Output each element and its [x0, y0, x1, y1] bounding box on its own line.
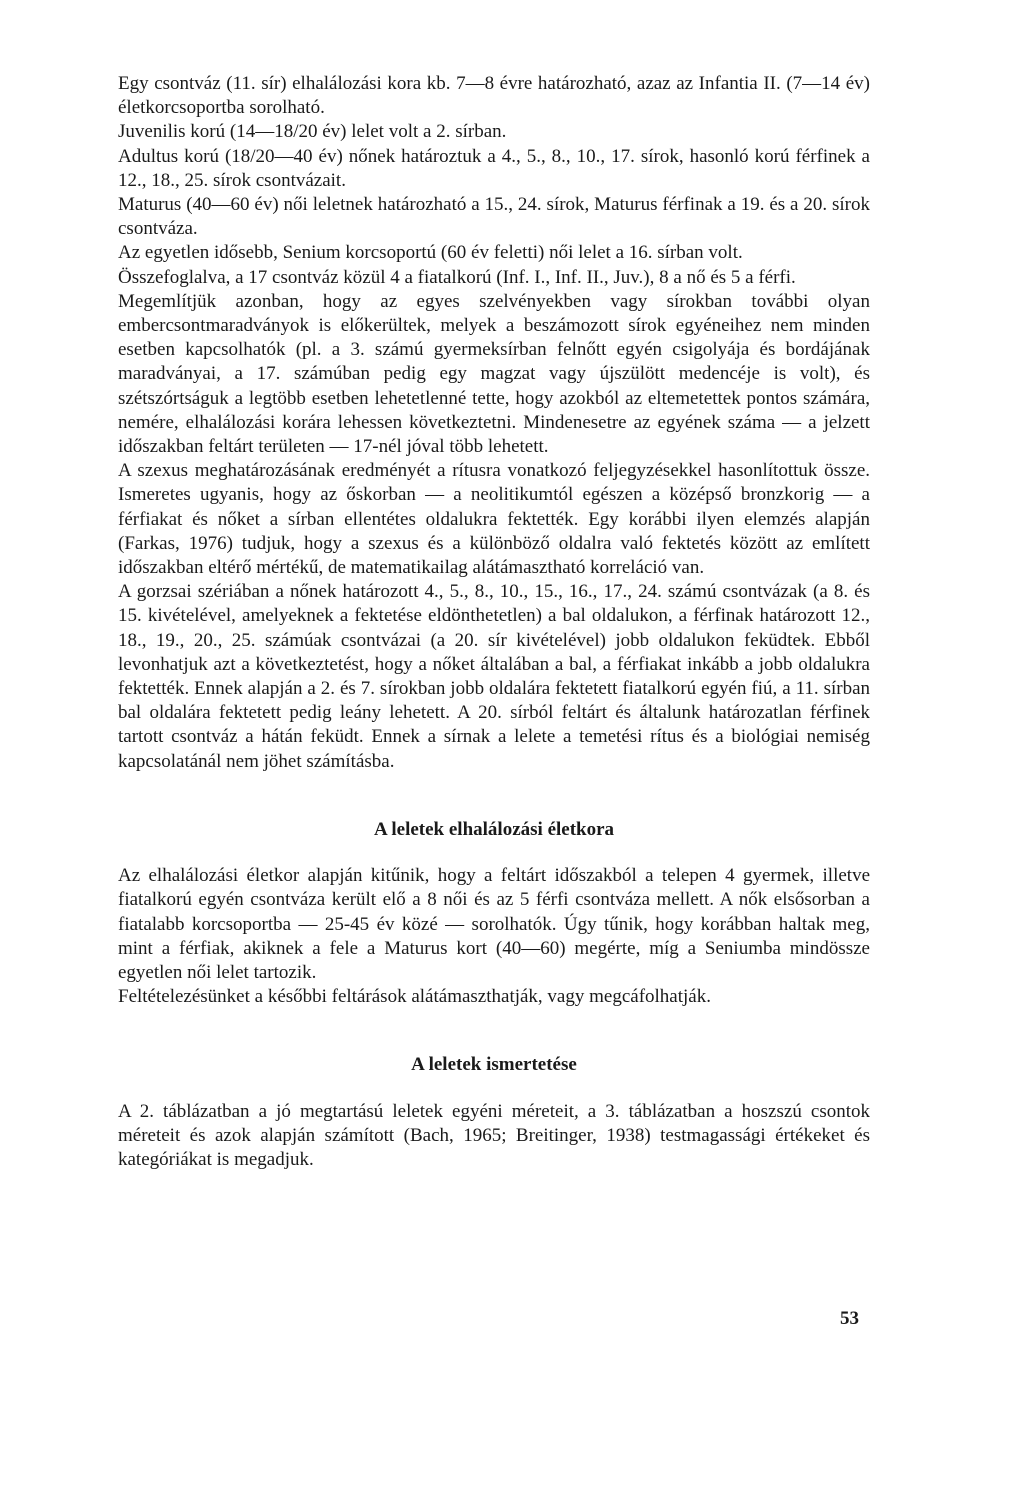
- paragraph: A szexus meghatározásának eredményét a rítusra vonatkozó feljegyzésekkel hasonlítottuk össze. Ismeretes ugyanis, hogy az őskorban — a neolitikumtól egészen a középső bronzkorig — a férfiakat és nőket a sírban ellentétes oldalukra fektették. Egy korábbi ilyen elemzés alapján (Farkas, 1976) tudjuk, hogy a szexus és a különböző oldalra való fektetés között az említett időszakban eltérő mértékű, de matematikailag alátámasztható korreláció van.: [118, 460, 870, 579]
- paragraph: Az elhalálozási életkor alapján kitűnik, hogy a feltárt időszakból a telepen 4 gyermek, illetve fiatalkorú egyén csontváza került elő a 8 női és az 5 férfi csontváza mellett. A nők elsősorban a fiatalabb korcsoportba — 25-45 év közé — sorolhatók. Úgy tűnik, hogy korábban haltak meg, mint a férfiak, akiknek a fele a Maturus kort (40—60) megérte, míg a Seniumba mindössze egyetlen női lelet tartozik.: [118, 865, 870, 983]
- paragraph: Feltételezésünket a későbbi feltárások alátámaszthatják, vagy megcáfolhatják.: [118, 986, 711, 1008]
- paragraph: A gorzsai szériában a nőnek határozott 4., 5., 8., 10., 15., 16., 17., 24. számú csontvázak (a 8. és 15. kivételével, amelyeknek a fektetése eldönthetetlen) a bal oldalukon, a férfinak határozott 12., 18., 19., 20., 25. számúak csontvázai (a 20. sír kivételével) jobb oldalukon feküdtek. Ebből levonhatjuk azt a következtetést, hogy a nőket általában a bal, a férfiakat inkább a jobb oldalukra fektették. Ennek alapján a 2. és 7. sírokban jobb oldalára fektetett fiatalkorú egyén fiú, a 11. sírban bal oldalára fektetett pedig leány lehetett. A 20. sírból feltárt és általunk határozatlan férfinek tartott csontváz a hátán feküdt. Ennek a sírnak a lelete a temetési rítus és a biológiai nemiség kapcsolatánál nem jöhet számításba.: [118, 581, 870, 772]
- page-body: [118, 72, 870, 1172]
- paragraph: Egy csontváz (11. sír) elhalálozási kora kb. 7—8 évre határozható, azaz az Infantia II. (7—14 év) életkorcsoportba sorolható.: [118, 73, 870, 119]
- paragraph: Megemlítjük azonban, hogy az egyes szelvényekben vagy sírokban további olyan embercsontmaradványok is előkerültek, melyek a beszámozott sírok egyéneihez nem minden esetben kapcsolhatók (pl. a 3. számú gyermeksírban felnőtt egyén csigolyája és bordájának maradványai, a 17. számúban pedig egy magzat vagy újszülött medencéje is volt), és szétszórtságuk a legtöbb esetben lehetetlenné tette, hogy azokból az eltemetettek pontos számára, nemére, elhalálozási korára lehessen következtetni. Mindenesetre az egyének száma — a jelzett időszakban feltárt területen — 17-nél jóval több lehetett.: [118, 290, 870, 458]
- paragraph: Juvenilis korú (14—18/20 év) lelet volt a 2. sírban.: [118, 121, 507, 143]
- paragraph: Az egyetlen idősebb, Senium korcsoportú (60 év feletti) női lelet a 16. sírban volt.: [118, 242, 743, 264]
- text-block-top: [118, 72, 870, 774]
- section-finds-description: [118, 1053, 870, 1172]
- section-heading: A leletek ismertetése: [411, 1054, 577, 1076]
- paragraph: Adultus korú (18/20—40 év) nőnek határoztuk a 4., 5., 8., 10., 17. sírok, hasonló korú férfinek a 12., 18., 25. sírok csontvázait.: [118, 145, 870, 191]
- section-death-age: [118, 818, 870, 1009]
- section-heading: A leletek elhalálozási életkora: [373, 818, 615, 840]
- paragraph: Maturus (40—60 év) női leletnek határozható a 15., 24. sírok, Maturus férfinak a 19. és a 20. sírok csontváza.: [118, 194, 870, 240]
- paragraph: A 2. táblázatban a jó megtartású leletek egyéni méreteit, a 3. táblázatban a hoszszú csontok méreteit és azok alapján számított (Bach, 1965; Breitinger, 1938) testmagassági értékeket és kategóriákat is megadjuk.: [118, 1100, 870, 1170]
- paragraph: Összefoglalva, a 17 csontváz közül 4 a fiatalkorú (Inf. I., Inf. II., Juv.), 8 a nő és 5 a férfi.: [118, 266, 796, 288]
- page-number: 53: [840, 1308, 859, 1329]
